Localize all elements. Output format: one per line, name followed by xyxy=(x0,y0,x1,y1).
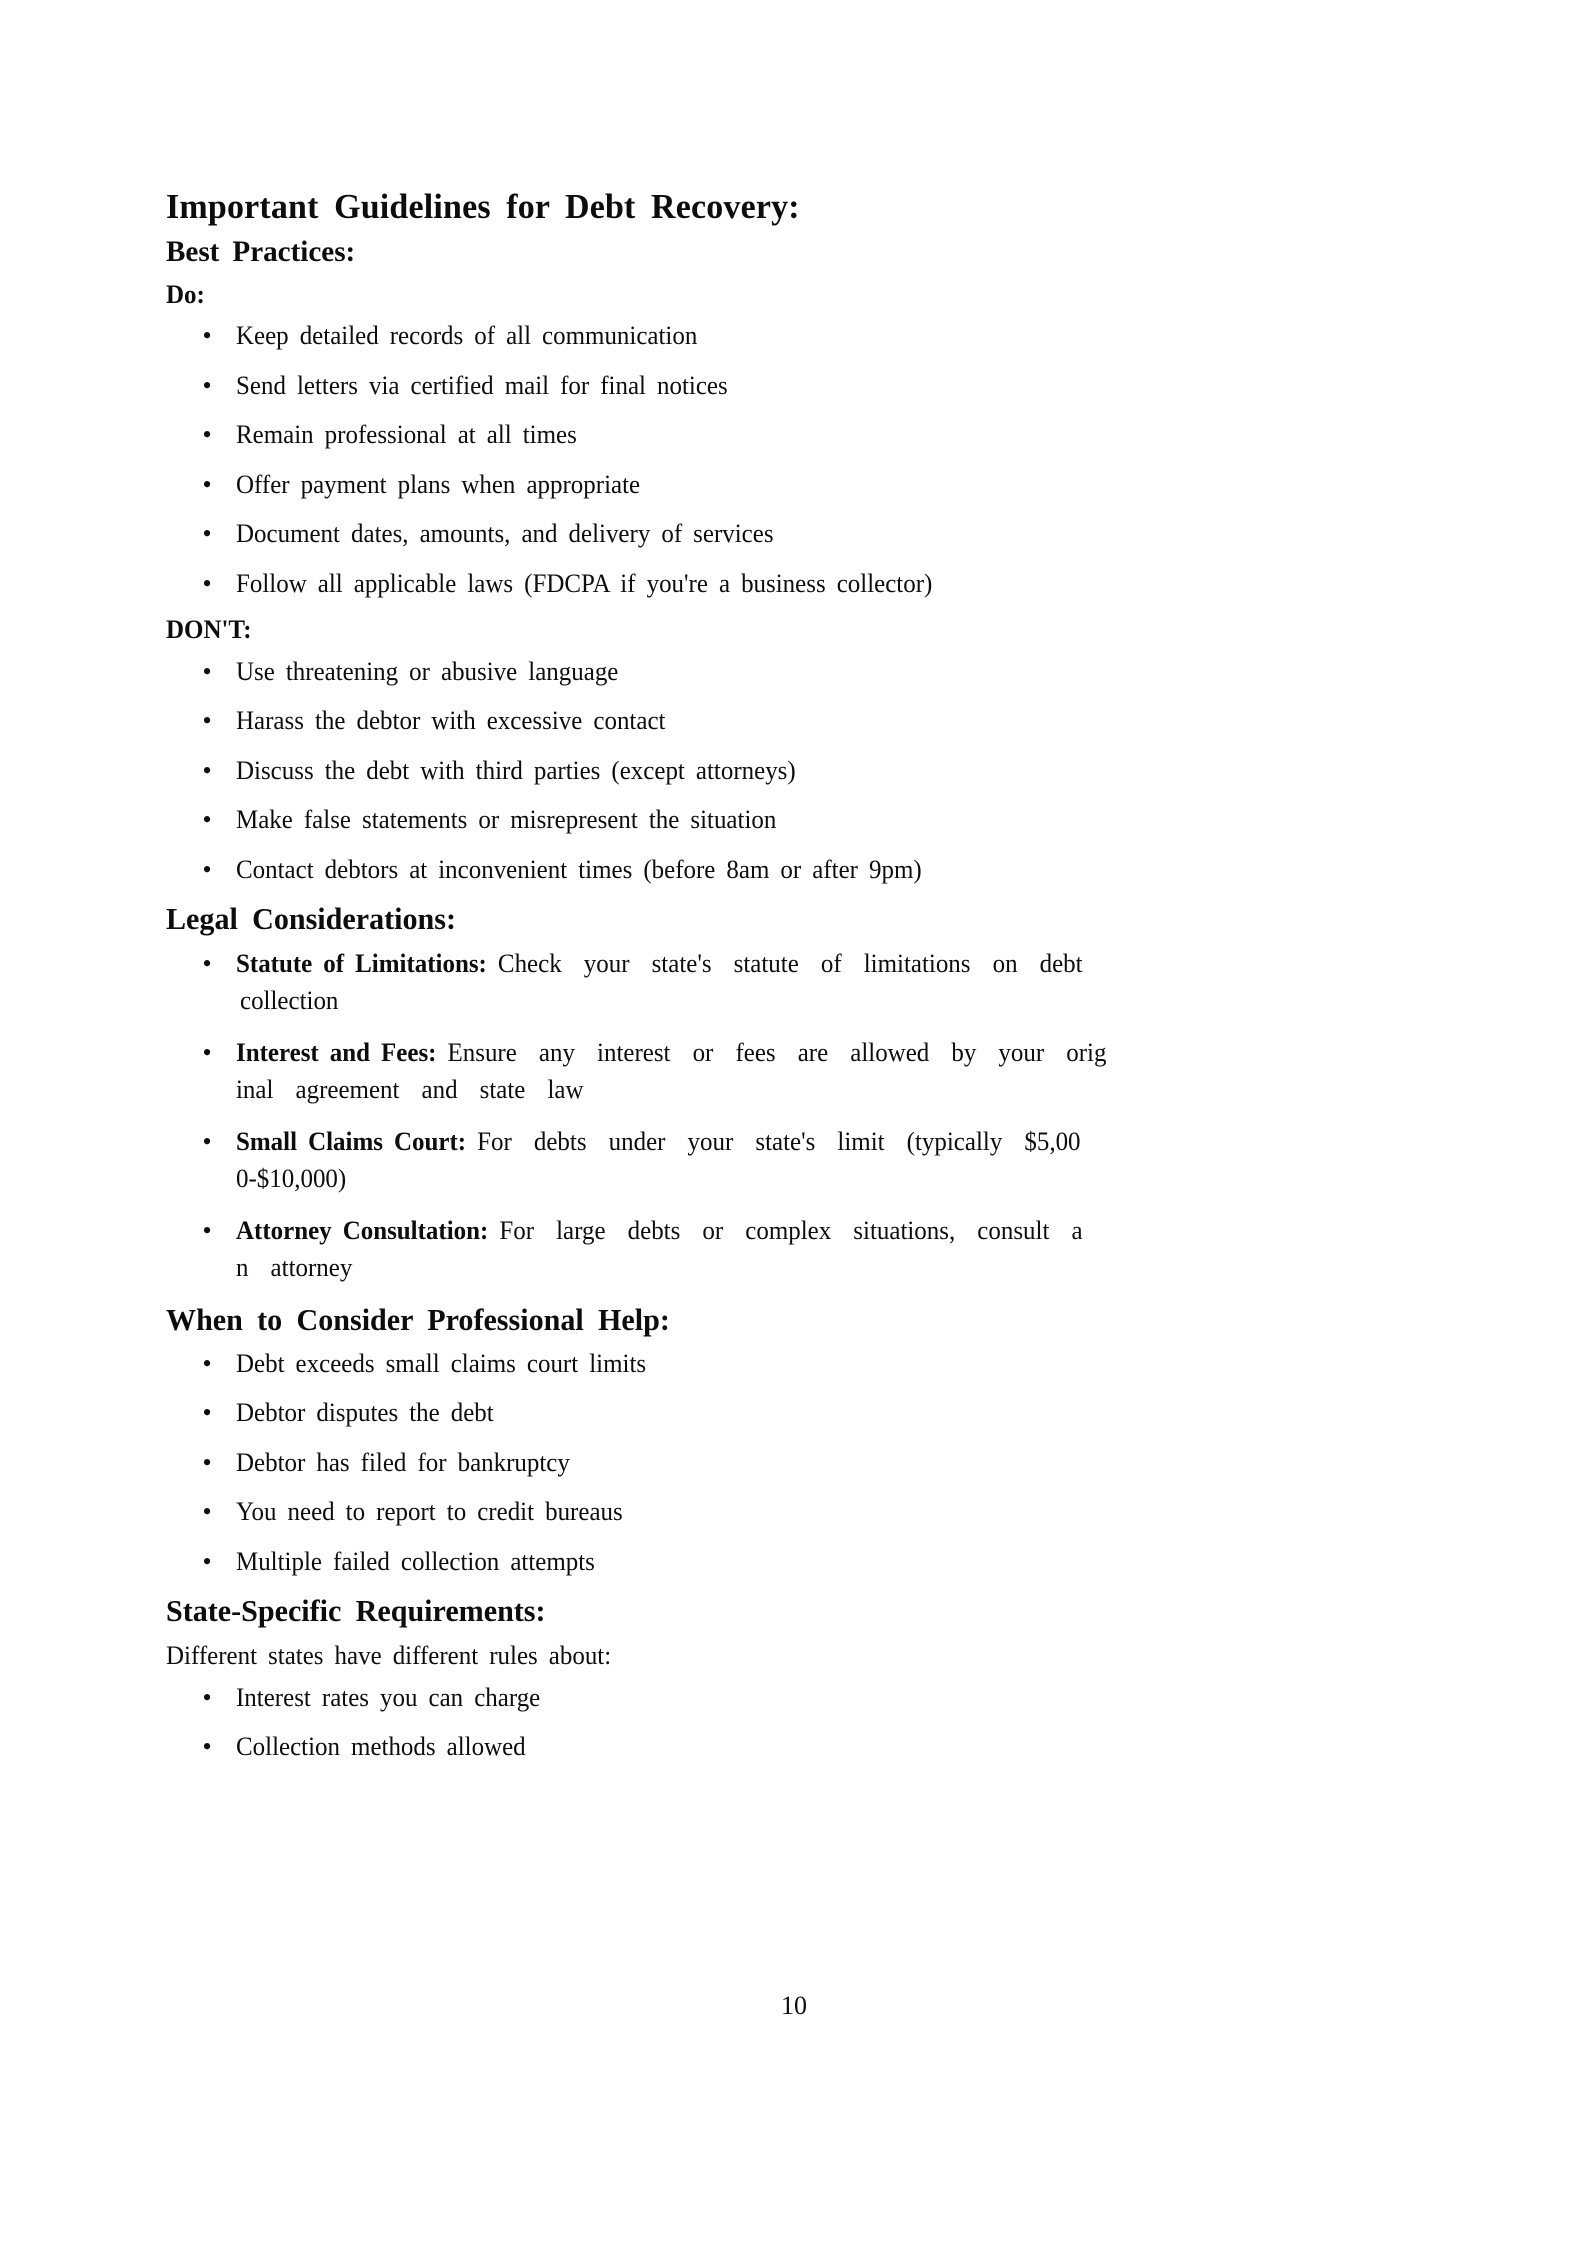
list-item-text: For debts under your state's limit (typically $5,00 xyxy=(466,1126,1081,1156)
label-dont: DON'T: xyxy=(166,615,252,645)
list-item-text: Interest rates you can charge xyxy=(236,1682,541,1712)
list-item-text: Ensure any interest or fees are allowed by your orig xyxy=(436,1037,1107,1067)
list-item-text: Debt exceeds small claims court limits xyxy=(236,1348,647,1378)
bullet-icon: • xyxy=(202,370,212,400)
list-item-lead: Small Claims Court: xyxy=(236,1126,467,1156)
bullet-icon: • xyxy=(202,321,212,351)
list-item-text: Use threatening or abusive language xyxy=(236,656,619,686)
list-item xyxy=(166,1493,1350,1531)
list-item-lead: Attorney Consultation: xyxy=(236,1215,489,1245)
list-item-line-cont: collection xyxy=(240,986,339,1016)
label-do: Do: xyxy=(166,279,205,309)
list-item xyxy=(166,1394,1350,1432)
list-item xyxy=(166,1728,1350,1766)
legal-considerations-list xyxy=(166,945,1350,1287)
do-list xyxy=(166,317,1350,602)
list-item-line-cont: inal agreement and state law xyxy=(236,1075,584,1105)
list-item-text: For large debts or complex situations, consult a xyxy=(488,1215,1083,1245)
list-item xyxy=(166,752,1350,790)
list-item-lead: Interest and Fees: xyxy=(236,1037,437,1067)
heading-legal-considerations: Legal Considerations: xyxy=(166,901,456,937)
list-item-text: Collection methods allowed xyxy=(236,1732,526,1762)
list-item-line-cont: n attorney xyxy=(236,1253,353,1283)
list-item-text: Harass the debtor with excessive contact xyxy=(236,706,666,736)
state-specific-intro: Different states have different rules about: xyxy=(166,1640,612,1670)
dont-list xyxy=(166,653,1350,889)
heading-state-specific: State-Specific Requirements: xyxy=(166,1593,546,1629)
state-specific-list xyxy=(166,1679,1350,1766)
list-item-line xyxy=(236,1123,1305,1161)
bullet-icon: • xyxy=(202,519,212,549)
page-number: 10 xyxy=(781,1991,807,2020)
page-title: Important Guidelines for Debt Recovery: xyxy=(166,187,800,226)
list-item xyxy=(166,702,1350,740)
list-item xyxy=(166,515,1350,553)
list-item-text: Discuss the debt with third parties (except attorneys) xyxy=(236,755,796,785)
bullet-icon: • xyxy=(202,1398,212,1428)
bullet-icon: • xyxy=(202,1215,212,1245)
list-item xyxy=(166,367,1350,405)
list-item-text: Remain professional at all times xyxy=(236,420,577,450)
heading-professional-help: When to Consider Professional Help: xyxy=(166,1301,670,1337)
list-item xyxy=(166,317,1350,355)
bullet-icon: • xyxy=(202,1447,212,1477)
list-item xyxy=(166,1679,1350,1717)
bullet-icon: • xyxy=(202,854,212,884)
bullet-icon: • xyxy=(202,948,212,978)
list-item-text: Document dates, amounts, and delivery of services xyxy=(236,519,774,549)
list-item-lead: Statute of Limitations: xyxy=(236,948,487,978)
list-item-text: Contact debtors at inconvenient times (before 8am or after 9pm) xyxy=(236,854,922,884)
list-item xyxy=(166,851,1350,889)
bullet-icon: • xyxy=(202,706,212,736)
list-item-line xyxy=(236,945,1305,983)
list-item-line xyxy=(236,1034,1305,1072)
bullet-icon: • xyxy=(202,1682,212,1712)
bullet-icon: • xyxy=(202,1497,212,1527)
list-item xyxy=(166,653,1350,691)
bullet-icon: • xyxy=(202,1546,212,1576)
list-item-text: Make false statements or misrepresent the situation xyxy=(236,805,777,835)
list-item xyxy=(166,1123,1350,1198)
bullet-icon: • xyxy=(202,420,212,450)
list-item-line-cont: 0-$10,000) xyxy=(236,1164,347,1194)
bullet-icon: • xyxy=(202,1126,212,1156)
professional-help-list xyxy=(166,1345,1350,1581)
page-content xyxy=(166,186,1350,1778)
list-item xyxy=(166,565,1350,603)
bullet-icon: • xyxy=(202,1732,212,1762)
list-item-text: You need to report to credit bureaus xyxy=(236,1497,623,1527)
bullet-icon: • xyxy=(202,1348,212,1378)
bullet-icon: • xyxy=(202,469,212,499)
list-item xyxy=(166,1212,1350,1287)
list-item xyxy=(166,1345,1350,1383)
list-item xyxy=(166,1543,1350,1581)
list-item-text: Multiple failed collection attempts xyxy=(236,1546,595,1576)
list-item-line xyxy=(236,1212,1305,1250)
bullet-icon: • xyxy=(202,568,212,598)
list-item xyxy=(166,416,1350,454)
bullet-icon: • xyxy=(202,755,212,785)
list-item-text: Keep detailed records of all communication xyxy=(236,321,698,351)
list-item xyxy=(166,1034,1350,1109)
list-item xyxy=(166,1444,1350,1482)
list-item-text: Check your state's statute of limitations on debt xyxy=(486,948,1083,978)
list-item xyxy=(166,945,1350,1020)
heading-best-practices: Best Practices: xyxy=(166,235,356,268)
list-item xyxy=(166,801,1350,839)
list-item-text: Debtor disputes the debt xyxy=(236,1398,494,1428)
list-item-text: Follow all applicable laws (FDCPA if you're a business collector) xyxy=(236,568,933,598)
bullet-icon: • xyxy=(202,805,212,835)
list-item-text: Debtor has filed for bankruptcy xyxy=(236,1447,570,1477)
list-item-text: Offer payment plans when appropriate xyxy=(236,469,641,499)
list-item-text: Send letters via certified mail for final notices xyxy=(236,370,728,400)
bullet-icon: • xyxy=(202,1037,212,1067)
list-item xyxy=(166,466,1350,504)
bullet-icon: • xyxy=(202,656,212,686)
